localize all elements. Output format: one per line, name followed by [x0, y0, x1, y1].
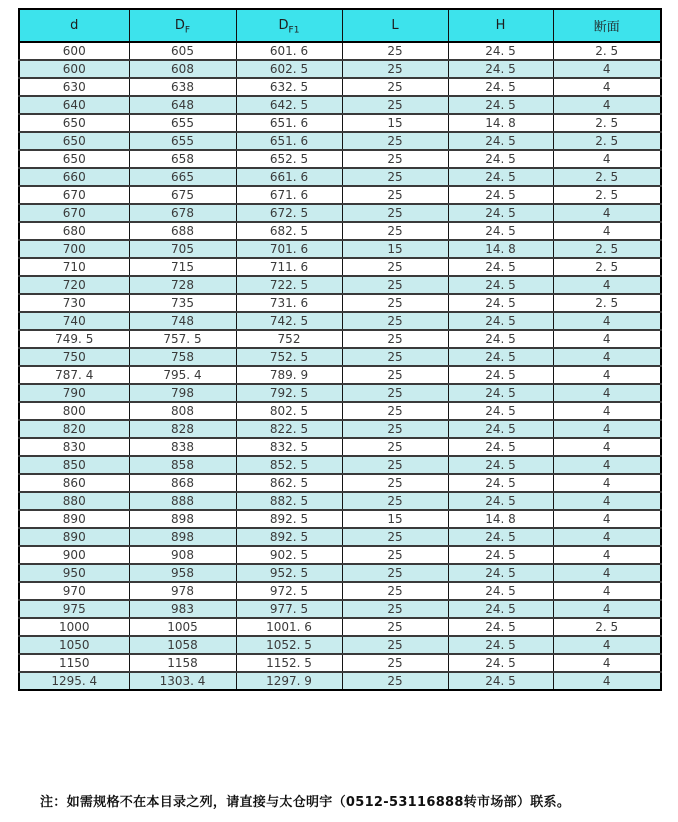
table-cell: 822. 5	[236, 420, 342, 438]
table-cell: 4	[553, 276, 661, 294]
column-header-subscript: F	[184, 25, 191, 36]
table-cell: 892. 5	[236, 510, 342, 528]
table-cell: 789. 9	[236, 366, 342, 384]
table-cell: 898	[129, 528, 236, 546]
table-cell: 4	[553, 600, 661, 618]
table-cell: 1001. 6	[236, 618, 342, 636]
column-header-d	[19, 9, 129, 42]
column-header-label: D	[278, 18, 289, 33]
table-cell: 972. 5	[236, 582, 342, 600]
table-cell: 795. 4	[129, 366, 236, 384]
table-cell: 4	[553, 222, 661, 240]
table-cell: 24. 5	[448, 546, 553, 564]
table-cell: 4	[553, 492, 661, 510]
column-header-label: d	[70, 18, 79, 33]
table-cell: 25	[342, 618, 448, 636]
table-cell: 25	[342, 186, 448, 204]
table-cell: 4	[553, 474, 661, 492]
table-cell: 4	[553, 582, 661, 600]
table-cell: 678	[129, 204, 236, 222]
table-cell: 24. 5	[448, 384, 553, 402]
table-cell: 4	[553, 654, 661, 672]
table-cell: 605	[129, 42, 236, 60]
table-cell: 602. 5	[236, 60, 342, 78]
table-cell: 648	[129, 96, 236, 114]
table-cell: 24. 5	[448, 456, 553, 474]
table-row	[19, 186, 661, 204]
table-cell: 710	[19, 258, 129, 276]
table-row	[19, 42, 661, 60]
table-cell: 4	[553, 150, 661, 168]
table-cell: 4	[553, 330, 661, 348]
table-cell: 25	[342, 438, 448, 456]
table-cell: 25	[342, 348, 448, 366]
table-cell: 908	[129, 546, 236, 564]
table-cell: 24. 5	[448, 78, 553, 96]
table-cell: 900	[19, 546, 129, 564]
table-row	[19, 204, 661, 222]
table-cell: 790	[19, 384, 129, 402]
table-cell: 4	[553, 456, 661, 474]
table-cell: 24. 5	[448, 438, 553, 456]
table-cell: 14. 8	[448, 114, 553, 132]
table-cell: 2. 5	[553, 132, 661, 150]
table-cell: 680	[19, 222, 129, 240]
table-cell: 4	[553, 402, 661, 420]
table-cell: 24. 5	[448, 294, 553, 312]
table-cell: 868	[129, 474, 236, 492]
table-row	[19, 654, 661, 672]
table-cell: 1295. 4	[19, 672, 129, 690]
table-cell: 705	[129, 240, 236, 258]
table-row	[19, 564, 661, 582]
table-cell: 24. 5	[448, 258, 553, 276]
table-cell: 24. 5	[448, 96, 553, 114]
table-cell: 740	[19, 312, 129, 330]
table-header	[19, 9, 661, 42]
table-cell: 630	[19, 78, 129, 96]
table-cell: 701. 6	[236, 240, 342, 258]
table-cell: 665	[129, 168, 236, 186]
table-row	[19, 78, 661, 96]
table-cell: 2. 5	[553, 186, 661, 204]
table-cell: 24. 5	[448, 420, 553, 438]
table-cell: 600	[19, 42, 129, 60]
table-cell: 4	[553, 546, 661, 564]
table-cell: 25	[342, 420, 448, 438]
table-cell: 4	[553, 312, 661, 330]
table-cell: 880	[19, 492, 129, 510]
table-cell: 970	[19, 582, 129, 600]
table-cell: 4	[553, 366, 661, 384]
table-cell: 25	[342, 294, 448, 312]
table-cell: 672. 5	[236, 204, 342, 222]
table-cell: 830	[19, 438, 129, 456]
table-cell: 832. 5	[236, 438, 342, 456]
table-cell: 892. 5	[236, 528, 342, 546]
table-cell: 758	[129, 348, 236, 366]
table-cell: 2. 5	[553, 240, 661, 258]
table-cell: 1005	[129, 618, 236, 636]
table-row	[19, 294, 661, 312]
table-row	[19, 96, 661, 114]
table-cell: 24. 5	[448, 132, 553, 150]
column-header-label: H	[495, 18, 506, 33]
table-cell: 952. 5	[236, 564, 342, 582]
table-cell: 25	[342, 492, 448, 510]
table-cell: 802. 5	[236, 402, 342, 420]
table-cell: 4	[553, 78, 661, 96]
table-row	[19, 402, 661, 420]
column-header-DF1	[236, 9, 342, 42]
table-cell: 661. 6	[236, 168, 342, 186]
table-cell: 748	[129, 312, 236, 330]
table-cell: 24. 5	[448, 204, 553, 222]
table-cell: 24. 5	[448, 186, 553, 204]
table-cell: 4	[553, 636, 661, 654]
table-row	[19, 60, 661, 78]
table-cell: 1158	[129, 654, 236, 672]
table-cell: 1150	[19, 654, 129, 672]
table-cell: 25	[342, 402, 448, 420]
table-cell: 15	[342, 114, 448, 132]
column-header-label: 断面	[593, 20, 620, 35]
table-row	[19, 276, 661, 294]
table-cell: 742. 5	[236, 312, 342, 330]
table-cell: 25	[342, 312, 448, 330]
table-row	[19, 456, 661, 474]
table-cell: 24. 5	[448, 276, 553, 294]
table-cell: 24. 5	[448, 654, 553, 672]
table-cell: 750	[19, 348, 129, 366]
table-row	[19, 240, 661, 258]
table-cell: 608	[129, 60, 236, 78]
table-cell: 735	[129, 294, 236, 312]
table-row	[19, 600, 661, 618]
table-cell: 862. 5	[236, 474, 342, 492]
table-cell: 682. 5	[236, 222, 342, 240]
table-cell: 24. 5	[448, 330, 553, 348]
table-cell: 25	[342, 258, 448, 276]
table-cell: 950	[19, 564, 129, 582]
table-cell: 715	[129, 258, 236, 276]
table-row	[19, 168, 661, 186]
table-cell: 828	[129, 420, 236, 438]
table-cell: 655	[129, 132, 236, 150]
table-cell: 2. 5	[553, 618, 661, 636]
table-cell: 975	[19, 600, 129, 618]
table-row	[19, 222, 661, 240]
table-cell: 25	[342, 636, 448, 654]
column-header-duanmian	[553, 9, 661, 42]
table-cell: 25	[342, 456, 448, 474]
table-cell: 4	[553, 60, 661, 78]
table-cell: 25	[342, 366, 448, 384]
table-row	[19, 438, 661, 456]
table-row	[19, 618, 661, 636]
table-cell: 860	[19, 474, 129, 492]
footer-note: 注：如需规格不在本目录之列，请直接与太仓明宇（0512-53116888转市场部）联系。	[40, 795, 571, 810]
table-cell: 15	[342, 510, 448, 528]
table-cell: 25	[342, 132, 448, 150]
table-row	[19, 258, 661, 276]
column-header-L	[342, 9, 448, 42]
table-cell: 4	[553, 564, 661, 582]
table-cell: 2. 5	[553, 258, 661, 276]
table-row	[19, 384, 661, 402]
table-cell: 1052. 5	[236, 636, 342, 654]
table-cell: 650	[19, 132, 129, 150]
column-header-label: L	[391, 18, 399, 33]
table-cell: 25	[342, 564, 448, 582]
table-cell: 700	[19, 240, 129, 258]
table-row	[19, 492, 661, 510]
table-cell: 671. 6	[236, 186, 342, 204]
table-row	[19, 582, 661, 600]
table-cell: 752	[236, 330, 342, 348]
table-cell: 14. 8	[448, 510, 553, 528]
table-cell: 2. 5	[553, 168, 661, 186]
table-cell: 650	[19, 150, 129, 168]
table-cell: 24. 5	[448, 528, 553, 546]
table-cell: 601. 6	[236, 42, 342, 60]
table-cell: 730	[19, 294, 129, 312]
table-cell: 24. 5	[448, 672, 553, 690]
table-cell: 4	[553, 348, 661, 366]
table-cell: 25	[342, 204, 448, 222]
table-row	[19, 510, 661, 528]
table-cell: 4	[553, 420, 661, 438]
table-cell: 1050	[19, 636, 129, 654]
table-cell: 890	[19, 528, 129, 546]
table-cell: 24. 5	[448, 474, 553, 492]
table-cell: 711. 6	[236, 258, 342, 276]
table-cell: 660	[19, 168, 129, 186]
table-cell: 757. 5	[129, 330, 236, 348]
table-cell: 890	[19, 510, 129, 528]
table-row	[19, 546, 661, 564]
table-cell: 4	[553, 672, 661, 690]
table-cell: 2. 5	[553, 294, 661, 312]
table-cell: 752. 5	[236, 348, 342, 366]
table-cell: 652. 5	[236, 150, 342, 168]
table-row	[19, 348, 661, 366]
table-cell: 24. 5	[448, 492, 553, 510]
table-cell: 25	[342, 330, 448, 348]
table-cell: 1058	[129, 636, 236, 654]
table-cell: 670	[19, 204, 129, 222]
table-cell: 24. 5	[448, 150, 553, 168]
table-cell: 632. 5	[236, 78, 342, 96]
table-cell: 983	[129, 600, 236, 618]
table-cell: 25	[342, 600, 448, 618]
table-cell: 4	[553, 528, 661, 546]
table-cell: 25	[342, 672, 448, 690]
table-cell: 4	[553, 96, 661, 114]
table-cell: 640	[19, 96, 129, 114]
table-cell: 25	[342, 582, 448, 600]
table-cell: 25	[342, 654, 448, 672]
table-cell: 25	[342, 60, 448, 78]
table-cell: 25	[342, 384, 448, 402]
table-cell: 850	[19, 456, 129, 474]
table-cell: 25	[342, 546, 448, 564]
table-cell: 1297. 9	[236, 672, 342, 690]
table-cell: 24. 5	[448, 222, 553, 240]
table-cell: 670	[19, 186, 129, 204]
table-cell: 4	[553, 204, 661, 222]
table-cell: 4	[553, 510, 661, 528]
table-cell: 792. 5	[236, 384, 342, 402]
table-row	[19, 528, 661, 546]
table-cell: 787. 4	[19, 366, 129, 384]
table-cell: 25	[342, 276, 448, 294]
table-cell: 722. 5	[236, 276, 342, 294]
table-cell: 820	[19, 420, 129, 438]
table-cell: 24. 5	[448, 582, 553, 600]
table-cell: 858	[129, 456, 236, 474]
table-row	[19, 114, 661, 132]
table-cell: 1152. 5	[236, 654, 342, 672]
table-row	[19, 636, 661, 654]
table-cell: 25	[342, 528, 448, 546]
table-cell: 24. 5	[448, 312, 553, 330]
table-row	[19, 312, 661, 330]
table-cell: 24. 5	[448, 618, 553, 636]
table-cell: 798	[129, 384, 236, 402]
column-header-label: D	[174, 18, 185, 33]
table-cell: 1000	[19, 618, 129, 636]
table-cell: 15	[342, 240, 448, 258]
table-cell: 898	[129, 510, 236, 528]
table-cell: 4	[553, 438, 661, 456]
table-cell: 658	[129, 150, 236, 168]
table-cell: 2. 5	[553, 114, 661, 132]
table-cell: 720	[19, 276, 129, 294]
table-cell: 2. 5	[553, 42, 661, 60]
table-row	[19, 132, 661, 150]
table-cell: 25	[342, 474, 448, 492]
table-cell: 642. 5	[236, 96, 342, 114]
table-cell: 688	[129, 222, 236, 240]
table-cell: 24. 5	[448, 402, 553, 420]
table-cell: 24. 5	[448, 60, 553, 78]
table-cell: 852. 5	[236, 456, 342, 474]
table-cell: 24. 5	[448, 42, 553, 60]
table-cell: 902. 5	[236, 546, 342, 564]
table-cell: 731. 6	[236, 294, 342, 312]
table-cell: 958	[129, 564, 236, 582]
table-cell: 25	[342, 96, 448, 114]
table-row	[19, 330, 661, 348]
column-header-H	[448, 9, 553, 42]
table-cell: 808	[129, 402, 236, 420]
table-cell: 800	[19, 402, 129, 420]
table-cell: 882. 5	[236, 492, 342, 510]
table-cell: 977. 5	[236, 600, 342, 618]
table-cell: 600	[19, 60, 129, 78]
spec-table	[18, 8, 662, 691]
table-cell: 24. 5	[448, 366, 553, 384]
table-row	[19, 672, 661, 690]
table-cell: 650	[19, 114, 129, 132]
table-row	[19, 366, 661, 384]
header-row	[19, 9, 661, 42]
table-cell: 24. 5	[448, 564, 553, 582]
table-cell: 25	[342, 222, 448, 240]
table-cell: 651. 6	[236, 114, 342, 132]
table-cell: 24. 5	[448, 348, 553, 366]
table-row	[19, 420, 661, 438]
table-cell: 838	[129, 438, 236, 456]
table-cell: 24. 5	[448, 168, 553, 186]
table-body	[19, 42, 661, 690]
table-row	[19, 150, 661, 168]
table-cell: 25	[342, 150, 448, 168]
table-cell: 14. 8	[448, 240, 553, 258]
table-cell: 888	[129, 492, 236, 510]
table-cell: 651. 6	[236, 132, 342, 150]
table-row	[19, 474, 661, 492]
table-cell: 655	[129, 114, 236, 132]
table-cell: 978	[129, 582, 236, 600]
column-header-DF	[129, 9, 236, 42]
table-cell: 24. 5	[448, 600, 553, 618]
table-cell: 638	[129, 78, 236, 96]
table-cell: 25	[342, 168, 448, 186]
table-cell: 4	[553, 384, 661, 402]
table-cell: 25	[342, 42, 448, 60]
column-header-subscript: F1	[288, 25, 300, 36]
table-cell: 25	[342, 78, 448, 96]
table-cell: 728	[129, 276, 236, 294]
table-cell: 1303. 4	[129, 672, 236, 690]
table-cell: 24. 5	[448, 636, 553, 654]
table-cell: 749. 5	[19, 330, 129, 348]
table-cell: 675	[129, 186, 236, 204]
